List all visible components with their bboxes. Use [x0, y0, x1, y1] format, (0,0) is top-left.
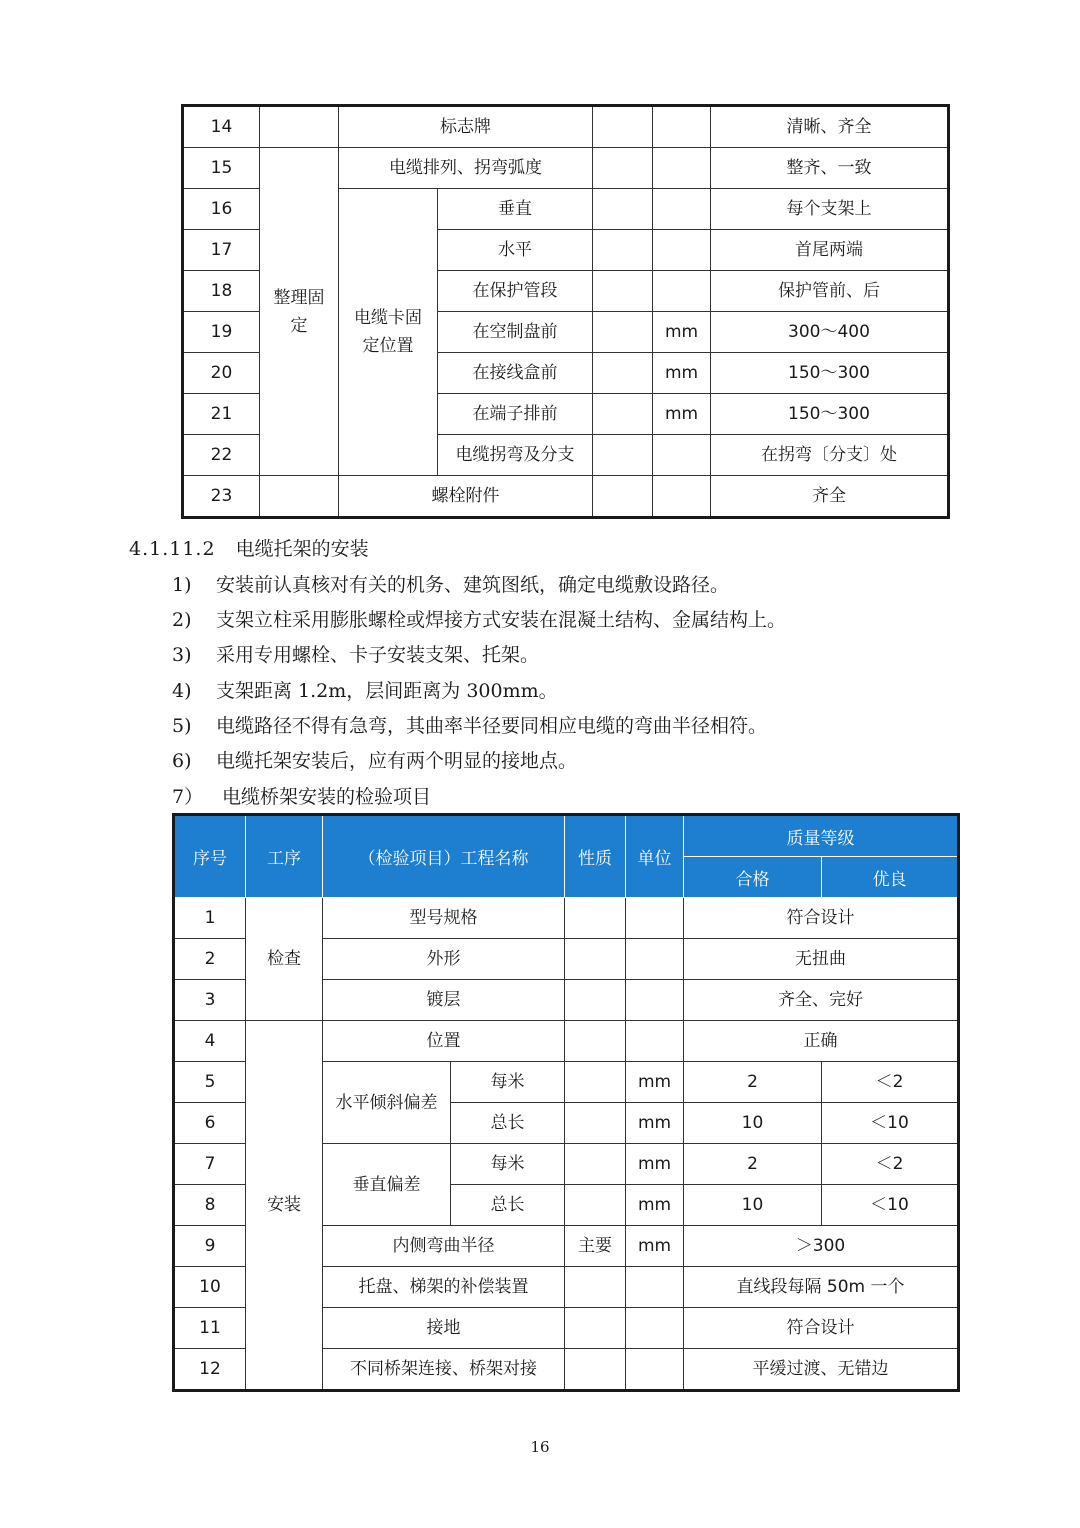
unit: mm: [653, 353, 711, 394]
header-unit: 单位: [626, 815, 684, 898]
standard: 150～300: [711, 394, 949, 435]
standard: 无扭曲: [684, 939, 959, 980]
standard: 首尾两端: [711, 230, 949, 271]
row-number: 7: [174, 1144, 246, 1185]
standard: 正确: [684, 1021, 959, 1062]
row-number: 11: [174, 1308, 246, 1349]
standard: 符合设计: [684, 1308, 959, 1349]
row-number: 8: [174, 1185, 246, 1226]
item-name: 电缆拐弯及分支: [438, 435, 593, 476]
section-heading: [129, 534, 369, 561]
item-name: 位置: [323, 1021, 565, 1062]
row-number: 15: [183, 148, 260, 189]
standard: 保护管前、后: [711, 271, 949, 312]
item-name: 托盘、梯架的补偿装置: [323, 1267, 565, 1308]
list-item: 3) 采用专用螺栓、卡子安装支架、托架。: [172, 644, 540, 666]
standard: 符合设计: [684, 898, 959, 939]
row-number: 20: [183, 353, 260, 394]
list-item: 4) 支架距离 1.2m，层间距离为 300mm。: [172, 680, 558, 702]
row-number: 21: [183, 394, 260, 435]
standard: 直线段每隔 50m 一个: [684, 1267, 959, 1308]
list-item: 1) 安装前认真核对有关的机务、建筑图纸，确定电缆敷设路径。: [172, 574, 730, 596]
standard: 齐全: [711, 476, 949, 518]
page-number: 16: [530, 1438, 550, 1456]
group-horizontal: 水平倾斜偏差: [323, 1062, 451, 1144]
standard: 平缓过渡、无错边: [684, 1349, 959, 1391]
item-name: 外形: [323, 939, 565, 980]
item-name: 接地: [323, 1308, 565, 1349]
list-item: 7） 电缆桥架安装的检验项目: [172, 786, 432, 808]
unit: mm: [626, 1103, 684, 1144]
item-name: 在端子排前: [438, 394, 593, 435]
standard: 150～300: [711, 353, 949, 394]
unit: mm: [626, 1062, 684, 1103]
table-row: [183, 148, 949, 189]
list-item: 5) 电缆路径不得有急弯，其曲率半径要同相应电缆的弯曲半径相符。: [172, 715, 768, 737]
standard: 齐全、完好: [684, 980, 959, 1021]
item-name: 在接线盒前: [438, 353, 593, 394]
standard: 清晰、齐全: [711, 106, 949, 148]
header-grade: 质量等级: [684, 815, 959, 857]
pass-value: 2: [684, 1062, 822, 1103]
excellent-value: ＜10: [822, 1185, 959, 1226]
item-name: 镀层: [323, 980, 565, 1021]
row-number: 17: [183, 230, 260, 271]
list-item: 6) 电缆托架安装后，应有两个明显的接地点。: [172, 750, 578, 772]
row-number: 18: [183, 271, 260, 312]
standard: ＞300: [684, 1226, 959, 1267]
standard: 整齐、一致: [711, 148, 949, 189]
sub-item: 每米: [451, 1144, 565, 1185]
unit: mm: [653, 394, 711, 435]
table-row: [183, 106, 949, 148]
header-excellent: 优良: [822, 857, 959, 898]
header-pass: 合格: [684, 857, 822, 898]
excellent-value: ＜2: [822, 1144, 959, 1185]
list-item: 2) 支架立柱采用膨胀螺栓或焊接方式安装在混凝土结构、金属结构上。: [172, 609, 787, 631]
row-number: 10: [174, 1267, 246, 1308]
section-number: 4.1.11.2: [129, 538, 216, 560]
item-name: 在空制盘前: [438, 312, 593, 353]
row-number: 2: [174, 939, 246, 980]
pass-value: 2: [684, 1144, 822, 1185]
header-name: （检验项目）工程名称: [323, 815, 565, 898]
group-vertical: 垂直偏差: [323, 1144, 451, 1226]
excellent-value: ＜10: [822, 1103, 959, 1144]
nature: 主要: [565, 1226, 626, 1267]
sub-item: 总长: [451, 1185, 565, 1226]
table-row: [183, 476, 949, 518]
row-number: 14: [183, 106, 260, 148]
row-number: 3: [174, 980, 246, 1021]
header-seq: 序号: [174, 815, 246, 898]
row-number: 16: [183, 189, 260, 230]
table-header-row: [174, 815, 959, 857]
table-row: [174, 898, 959, 939]
group-process: 整理固定: [260, 148, 339, 476]
row-number: 19: [183, 312, 260, 353]
item-name: 螺栓附件: [339, 476, 593, 518]
row-number: 9: [174, 1226, 246, 1267]
group-check: 检查: [246, 898, 323, 1021]
item-name: 型号规格: [323, 898, 565, 939]
item-name: 垂直: [438, 189, 593, 230]
row-number: 5: [174, 1062, 246, 1103]
row-number: 12: [174, 1349, 246, 1391]
unit: mm: [626, 1185, 684, 1226]
item-name: 不同桥架连接、桥架对接: [323, 1349, 565, 1391]
row-number: 23: [183, 476, 260, 518]
standard: 300～400: [711, 312, 949, 353]
row-number: 6: [174, 1103, 246, 1144]
row-number: 22: [183, 435, 260, 476]
sub-item: 总长: [451, 1103, 565, 1144]
section-title: 电缆托架的安装: [235, 538, 369, 560]
header-process: 工序: [246, 815, 323, 898]
table-row: [174, 1021, 959, 1062]
header-nature: 性质: [565, 815, 626, 898]
row-number: 1: [174, 898, 246, 939]
item-name: 标志牌: [339, 106, 593, 148]
row-number: 4: [174, 1021, 246, 1062]
pass-value: 10: [684, 1103, 822, 1144]
excellent-value: ＜2: [822, 1062, 959, 1103]
item-name: 电缆排列、拐弯弧度: [339, 148, 593, 189]
standard: 在拐弯〔分支〕处: [711, 435, 949, 476]
item-name: 在保护管段: [438, 271, 593, 312]
item-name: 内侧弯曲半径: [323, 1226, 565, 1267]
unit: mm: [626, 1226, 684, 1267]
item-name: 水平: [438, 230, 593, 271]
standard: 每个支架上: [711, 189, 949, 230]
cable-tray-inspection-table: [172, 813, 960, 1392]
unit: mm: [626, 1144, 684, 1185]
cable-fixing-table: [181, 104, 950, 519]
group-install: 安装: [246, 1021, 323, 1391]
unit: mm: [653, 312, 711, 353]
sub-item: 每米: [451, 1062, 565, 1103]
group-clamp-position: 电缆卡固定位置: [339, 189, 438, 476]
pass-value: 10: [684, 1185, 822, 1226]
